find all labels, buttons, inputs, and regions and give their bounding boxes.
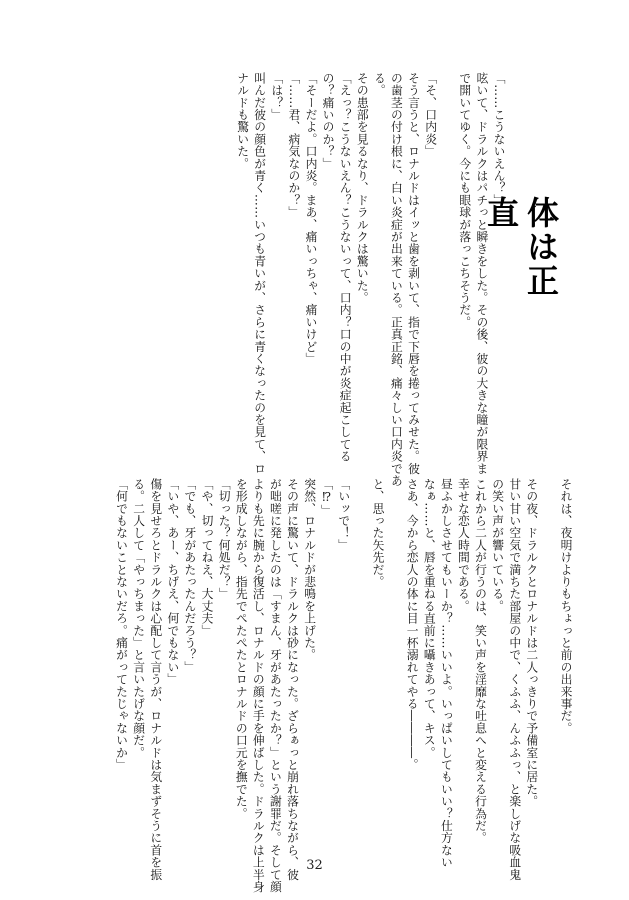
text-line: 「でも、牙があたったんだろう？」: [182, 478, 197, 674]
upper-text-block: [234, 72, 508, 487]
text-line: 「や、切ってねえ、大丈夫」: [200, 478, 215, 637]
text-line: 甘い甘い空気で満ちた部屋の中で、くふふ、んふふっ、と楽しげな吸血鬼: [507, 478, 522, 881]
text-line: その患部を見るなり、ドラルクは驚いた。: [355, 72, 370, 304]
text-line: 「いや、あー、ちげえ、何でもない」: [165, 478, 180, 686]
text-line: の？痛いのか？」: [321, 72, 336, 170]
text-line: 叫んだ彼の顔色が青く……いつも青いが、さらに青くなったのを見て、ロ: [252, 72, 267, 475]
page-number: 32: [306, 858, 323, 873]
text-line: よりも先に腕から復活し、ロナルドの顔に手を伸ばした。ドラルクは上半身: [251, 478, 266, 893]
text-line: を形成しながら、指先でぺたぺたとロナルドの口元を撫でた。: [234, 478, 249, 820]
text-line: さあ、今から恋人の体に目一杯溺れてやる――――。: [405, 478, 420, 771]
text-line: 「⁉」: [319, 478, 334, 517]
text-line: そう言うと、ロナルドはイッと歯を剥いて、指で下唇を捲ってみせた。彼: [406, 72, 421, 475]
text-line: 「……君、病気なのか？」: [286, 72, 301, 219]
text-line: と、思った矢先だ。: [370, 478, 385, 588]
text-line: 「何でもないことないだろ。痛がってたじゃないか」: [114, 478, 129, 771]
text-line: 「は？」: [269, 72, 284, 121]
text-line: の歯茎の付け根に、白い炎症が出来ている。正真正銘、痛々しい口内炎であ: [389, 72, 404, 487]
text-line: 「……こうないえん？」: [492, 72, 506, 207]
text-line: その声に驚いて、ドラルクは砂になった。ざらぁっと崩れ落ちながら、彼: [285, 478, 300, 881]
text-line: 「そーだよ。口内炎。まあ、痛いっちゃ、痛いけど」: [303, 72, 318, 365]
text-line: る。: [372, 72, 387, 97]
text-line: 「切った？何処だ？」: [217, 478, 232, 600]
text-line: の笑い声が響いている。: [490, 478, 505, 613]
text-line: [386, 478, 403, 840]
text-line: ナルドも驚いた。: [235, 72, 250, 170]
text-line: る。二人して「やっちまった」と言いたげな顔だ。: [131, 478, 146, 759]
text-line: が咄嗟に発したのは「すまん、牙があたったか？」という謝罪だ。そして顔: [268, 478, 283, 893]
chapter-title: 体は正直: [482, 196, 560, 298]
text-line: で開いてゆく。今にも眼球が落っこちそうだ。: [457, 72, 472, 329]
text-line: 呟いて、ドラルクはパチっと瞬きをした。その後、彼の大きな瞳が限界ま: [474, 72, 489, 475]
text-line: 昼ふかしさせてもいーか？……いいよ。いっぱいしてもいい？仕方ない: [439, 478, 454, 869]
text-line: 突然、ロナルドが悲鳴を上げた。: [302, 478, 317, 661]
text-line: [352, 478, 369, 840]
text-line: 幸せな恋人時間である。: [456, 478, 471, 613]
text-line: その夜、ドラルクとロナルドは二人っきりで予備室に居た。: [524, 478, 539, 808]
text-line: なぁ……と、唇を重ねる直前に囁きあって、キス。: [422, 478, 437, 759]
text-line: これから二人が行うのは、笑い声を淫靡な吐息へと変える行為だ。: [473, 478, 488, 844]
text-line: 「えっ？こうないえん？こうないって、口内？口の中が炎症起こしてる: [338, 72, 353, 463]
text-line: それは、夜明けよりもちょっと前の出来事だ。: [559, 478, 573, 735]
text-line: 傷を見せろとドラルクは心配して言うが、ロナルドは気まずそうに首を振: [148, 478, 163, 881]
text-line: 「いッで！」: [336, 478, 351, 552]
text-line: [439, 72, 456, 448]
text-line: [540, 478, 557, 840]
text-line: 「そ、口内炎」: [423, 72, 438, 158]
